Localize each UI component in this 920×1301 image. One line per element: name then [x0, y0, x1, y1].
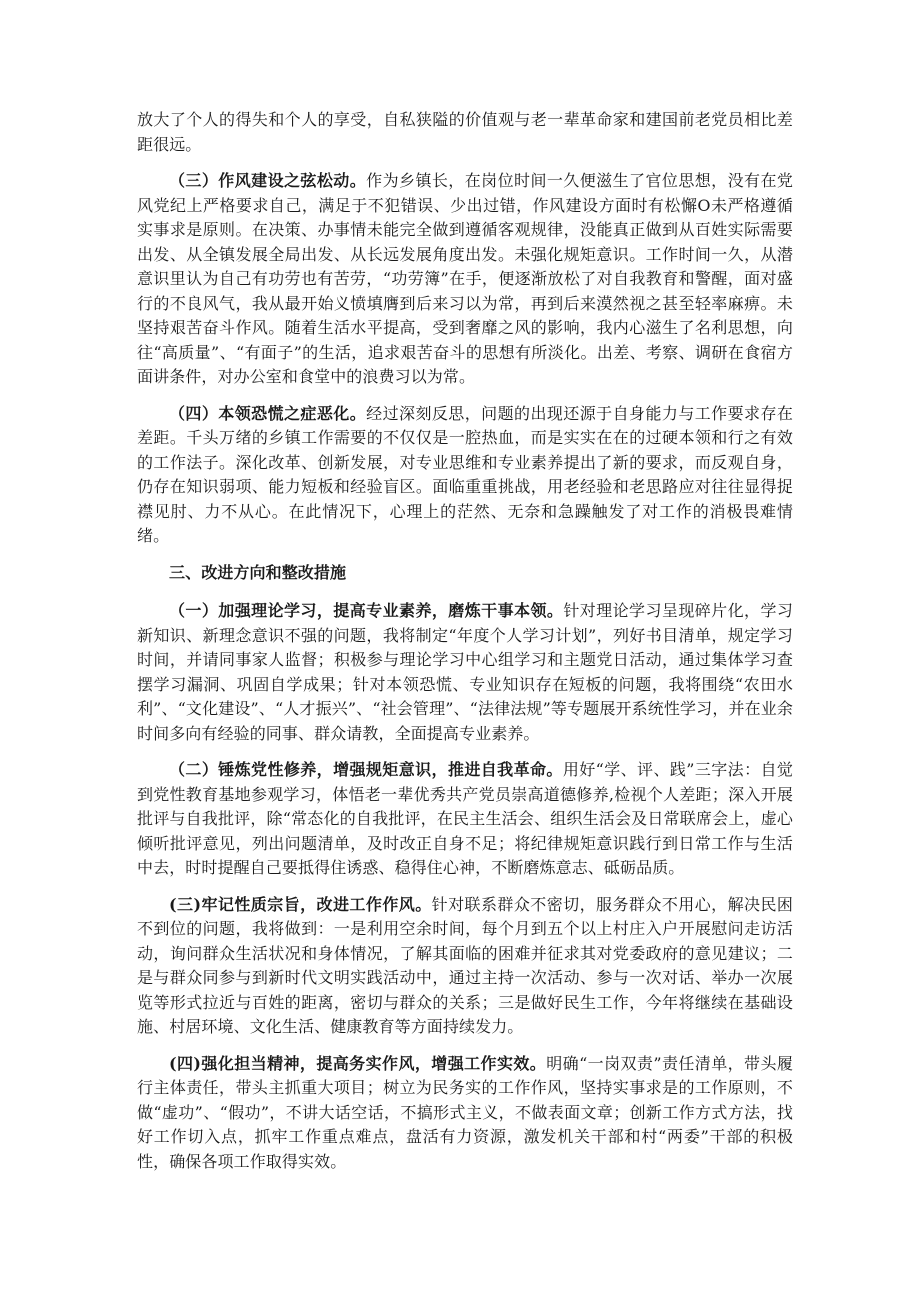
- paragraph-lead: （三）作风建设之弦松动。: [169, 171, 367, 190]
- measure-lead: (四)强化担当精神，提高务实作风，增强工作实效。: [169, 1053, 547, 1073]
- measure-lead: （一）加强理论学习，提高专业素养，磨炼干事本领。: [169, 601, 564, 620]
- paragraph-text: 作为乡镇长，在岗位时间一久便滋生了官位思想，没有在党风党纪上严格要求自己，满足于不犯错误、少出过错，作风建设方面时有松懈O未严格遵循实事求是原则。在决策、办事情未能完全做到遵循客观规律，没能真正做到从百姓实际需要出发、从全镇发展全局出发、从长远发展角度出发。未强化规矩意识。工作时间一久，从潜意识里认为自己有功劳也有苦劳，“功劳簿”在手，便逐渐放松了对自我教育和警醒，面对盛行的不良风气，我从最开始义愤填膺到后来习以为常，再到后来漠然视之甚至轻率麻痹。未坚持艰苦奋斗作风。随着生活水平提高，受到奢靡之风的影响，我内心滋生了名利思想，向往“高质量”、“有面子”的生活，追求艰苦奋斗的思想有所淡化。出差、考察、调研在食宿方面讲条件，对办公室和食堂中的浪费习以为常。: [137, 171, 793, 386]
- measure-party-spirit: [137, 758, 793, 881]
- measure-work-style: [137, 893, 793, 1040]
- paragraph-lead: （四）本领恐慌之症恶化。: [169, 403, 367, 423]
- paragraph-skill-panic: [137, 402, 793, 549]
- document-page: [137, 108, 793, 1186]
- measure-text: 针对理论学习呈现碎片化，学习新知识、新理念意识不强的问题，我将制定“年度个人学习计划”，列好书目清单，规定学习时间，并请同事家人监督；积极参与理论学习中心组学习和主题党日活动，通过集体学习查摆学习漏洞、巩固自学成果；针对本领恐慌、专业知识存在短板的问题，我将围绕“农田水利”、“文化建设”、“人才振兴”、“社会管理”、“法律法规”等专题展开系统性学习，并在业余时间多向有经验的同事、群众请教，全面提高专业素养。: [137, 601, 793, 743]
- paragraph-text: 经过深刻反思，问题的出现还源于自身能力与工作要求存在差距。千头万绪的乡镇工作需要的不仅仅是一腔热血，而是实实在在的过硬本领和行之有效的工作法子。深化改革、创新发展，对专业思维和专业素养提出了新的要求，而反观自身，仍存在知识弱项、能力短板和经验盲区。面临重重挑战，用老经验和老思路应对往往显得捉襟见肘、力不从心。在此情况下，心理上的茫然、无奈和急躁触发了对工作的消极畏难情绪。: [137, 403, 793, 545]
- measure-text: 明确“一岗双责”责任清单，带头履行主体责任，带头主抓重大项目；树立为民务实的工作作风，坚持实事求是的工作原则，不做“虚功”、“假功”，不讲大话空话，不搞形式主义，不做表面文章；创新工作方式方法，找好工作切入点，抓牢工作重点难点，盘活有力资源，激发机关干部和村“两委”干部的积极性，确保各项工作取得实效。: [137, 1053, 793, 1171]
- paragraph-text: 放大了个人的得失和个人的享受，自私狭隘的价值观与老一辈革命家和建国前老党员相比差距很远。: [137, 110, 793, 154]
- measure-text: 用好“学、评、践”三字法：自觉到党性教育基地参观学习，体悟老一辈优秀共产党员崇高道德修养,检视个人差距；深入开展批评与自我批评，除“常态化的自我批评，在民主生活会、组织生活会及日常联席会上，虚心倾听批评意见，列出问题清单，及时改正自身不足；将纪律规矩意识践行到日常工作与生活中去，时时提醒自己要抵得住诱惑、稳得住心神，不断磨炼意志、砥砺品质。: [137, 760, 793, 877]
- measure-text: 针对联系群众不密切，服务群众不用心，解决民困不到位的问题，我将做到：一是利用空余时间，每个月到五个以上村庄入户开展慰问走访活动，询问群众生活状况和身体情况，了解其面临的困难并征求其对党委政府的意见建议；二是与群众同参与到新时代文明实践活动中，通过主持一次活动、参与一次对话、举办一次展览等形式拉近与百姓的距离，密切与群众的关系；三是做好民生工作，今年将继续在基础设施、村居环境、文化生活、健康教育等方面持续发力。: [137, 894, 793, 1036]
- measure-lead: (三)牢记性质宗旨，改进工作作风。: [169, 894, 432, 914]
- measure-responsibility: [137, 1052, 793, 1175]
- section-heading: 三、改进方向和整改措施: [169, 562, 347, 582]
- measure-theory-study: [137, 599, 793, 746]
- measure-lead: （二）锤炼党性修养，增强规矩意识，推进自我革命。: [169, 760, 563, 779]
- paragraph-continuation: [137, 108, 793, 157]
- paragraph-style-slack: [137, 169, 793, 390]
